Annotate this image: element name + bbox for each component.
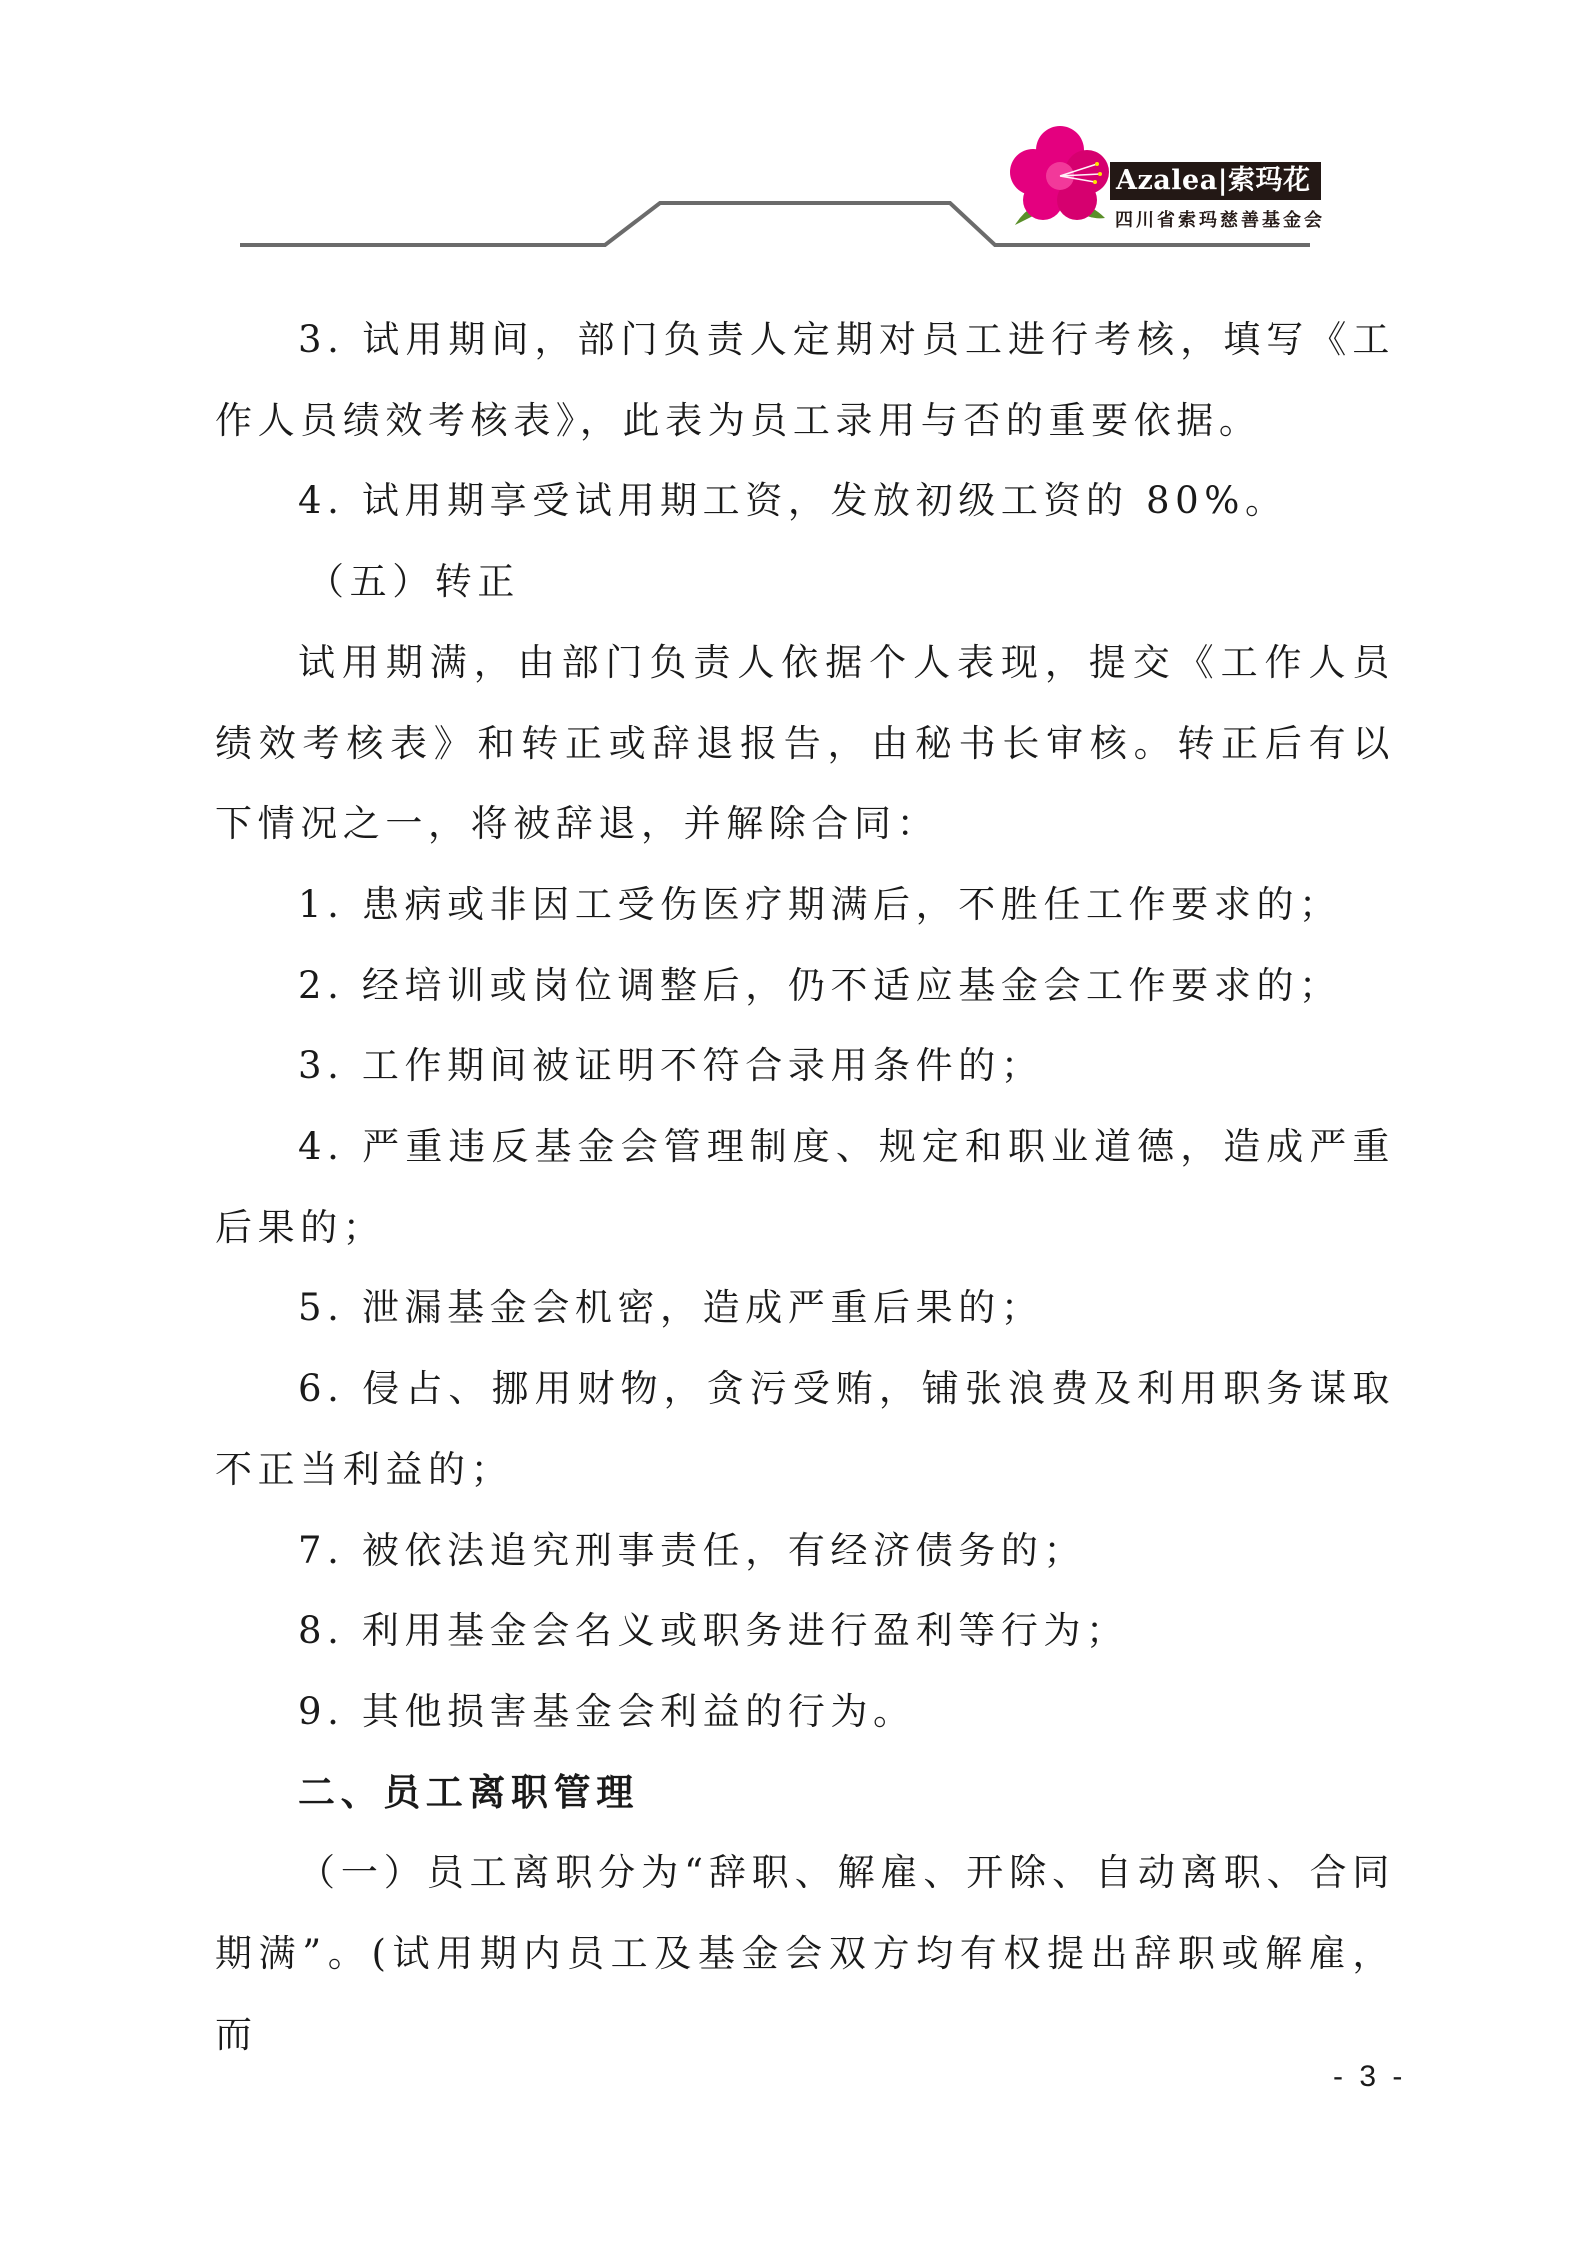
list-item: 7. 被依法追究刑事责任，有经济债务的；: [298, 1528, 1087, 1572]
page-number: - 3 -: [1333, 2060, 1407, 2093]
paragraph-resignation-types: （一）员工离职分为“辞职、解雇、开除、自动离职、合同期满”。(试用期内员工及基金会双方均有权提出辞职或解雇，而: [215, 1851, 1395, 2056]
list-item: 2. 经培训或岗位调整后，仍不适应基金会工作要求的；: [298, 963, 1342, 1007]
list-item: 8. 利用基金会名义或职务进行盈利等行为；: [298, 1609, 1129, 1653]
subheading-confirmation: （五）转正: [307, 560, 520, 604]
azalea-logo: [1005, 120, 1325, 240]
logo-subtitle: 四川省索玛慈善基金会: [1115, 210, 1325, 231]
list-item: 9. 其他损害基金会利益的行为。: [298, 1689, 916, 1733]
list-item: 6. 侵占、挪用财物，贪污受贿，铺张浪费及利用职务谋取不正当利益的；: [215, 1367, 1395, 1491]
list-item: 3. 工作期间被证明不符合录用条件的；: [298, 1044, 1044, 1088]
azalea-flower-icon: [1005, 120, 1115, 230]
paragraph-probation-review: 3. 试用期间，部门负责人定期对员工进行考核，填写《工作人员绩效考核表》，此表为员工录用与否的重要依据。: [215, 318, 1395, 442]
paragraph-probation-salary: 4. 试用期享受试用期工资，发放初级工资的 80%。: [298, 479, 1288, 523]
header-rule: [0, 0, 1587, 260]
list-item: 4. 严重违反基金会管理制度、规定和职业道德，造成严重后果的；: [215, 1125, 1395, 1249]
logo-brand-text: Azalea|索玛花: [1110, 162, 1321, 200]
list-item: 1. 患病或非因工受伤医疗期满后，不胜任工作要求的；: [298, 882, 1342, 926]
section-heading-resignation: 二、员工离职管理: [298, 1770, 639, 1814]
paragraph-confirmation: 试用期满，由部门负责人依据个人表现，提交《工作人员绩效考核表》和转正或辞退报告，由秘书长审核。转正后有以下情况之一，将被辞退，并解除合同：: [215, 640, 1395, 846]
list-item: 5. 泄漏基金会机密，造成严重后果的；: [298, 1286, 1044, 1330]
document-body: [215, 300, 1395, 2075]
